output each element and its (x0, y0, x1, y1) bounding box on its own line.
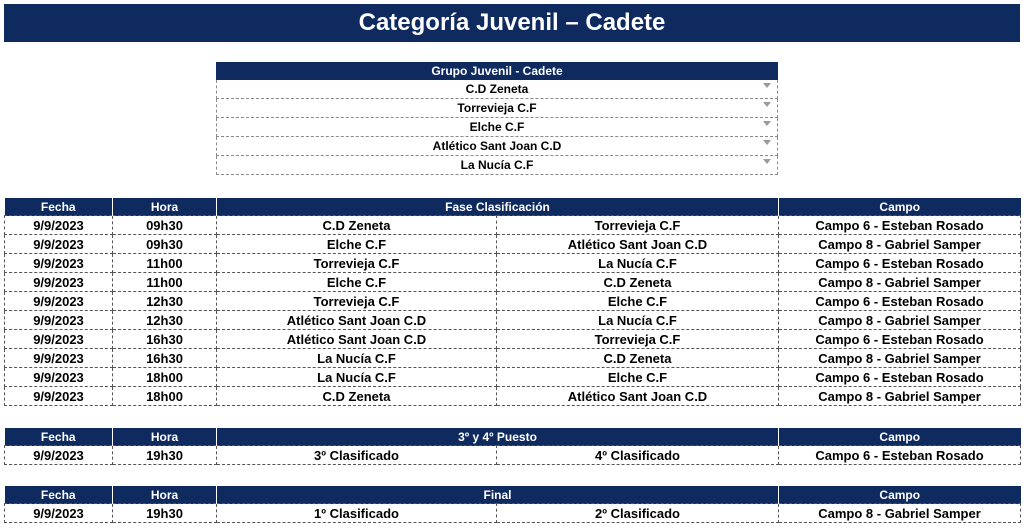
dropdown-arrow-icon[interactable] (763, 121, 771, 126)
cell-local[interactable]: C.D Zeneta (217, 387, 497, 406)
cell-local[interactable]: Elche C.F (217, 273, 497, 292)
clasificacion-table (4, 198, 1021, 406)
cell-campo[interactable]: Campo 6 - Esteban Rosado (779, 216, 1021, 235)
group-list (216, 62, 778, 175)
cell-hora[interactable]: 16h30 (113, 330, 217, 349)
header-fecha: Fecha (5, 428, 113, 446)
table-row (5, 330, 1021, 349)
cell-local[interactable]: C.D Zeneta (217, 216, 497, 235)
table-row (5, 387, 1021, 406)
cell-fecha[interactable]: 9/9/2023 (5, 254, 113, 273)
cell-hora[interactable]: 12h30 (113, 292, 217, 311)
cell-visitante[interactable]: La Nucía C.F (497, 254, 779, 273)
header-hora: Hora (113, 198, 217, 216)
cell-campo[interactable]: Campo 8 - Gabriel Samper (779, 387, 1021, 406)
team-name: Elche C.F (469, 120, 525, 134)
team-name: Atlético Sant Joan C.D (432, 139, 562, 153)
dropdown-arrow-icon[interactable] (763, 140, 771, 145)
cell-visitante[interactable]: Elche C.F (497, 368, 779, 387)
cell-campo[interactable]: Campo 6 - Esteban Rosado (779, 330, 1021, 349)
cell-fecha[interactable]: 9/9/2023 (5, 368, 113, 387)
cell-hora[interactable]: 19h30 (113, 446, 217, 465)
cell-fecha[interactable]: 9/9/2023 (5, 235, 113, 254)
table-row (5, 254, 1021, 273)
group-team-cell[interactable] (216, 156, 778, 175)
cell-local[interactable]: Elche C.F (217, 235, 497, 254)
cell-hora[interactable]: 19h30 (113, 504, 217, 523)
cell-hora[interactable]: 09h30 (113, 235, 217, 254)
cell-visitante[interactable]: 4º Clasificado (497, 446, 779, 465)
cell-hora[interactable]: 18h00 (113, 387, 217, 406)
cell-hora[interactable]: 16h30 (113, 349, 217, 368)
cell-local[interactable]: Atlético Sant Joan C.D (217, 330, 497, 349)
cell-local[interactable]: La Nucía C.F (217, 349, 497, 368)
cell-fecha[interactable]: 9/9/2023 (5, 292, 113, 311)
cell-campo[interactable]: Campo 6 - Esteban Rosado (779, 368, 1021, 387)
cell-local[interactable]: La Nucía C.F (217, 368, 497, 387)
team-name: C.D Zeneta (465, 82, 529, 96)
cell-fecha[interactable]: 9/9/2023 (5, 387, 113, 406)
tercer-puesto-table (4, 428, 1021, 465)
table-row (5, 311, 1021, 330)
cell-visitante[interactable]: C.D Zeneta (497, 349, 779, 368)
table-row (5, 273, 1021, 292)
cell-campo[interactable]: Campo 8 - Gabriel Samper (779, 311, 1021, 330)
dropdown-arrow-icon[interactable] (763, 159, 771, 164)
group-team-cell[interactable] (216, 118, 778, 137)
cell-campo[interactable]: Campo 6 - Esteban Rosado (779, 292, 1021, 311)
header-campo: Campo (779, 428, 1021, 446)
cell-fecha[interactable]: 9/9/2023 (5, 504, 113, 523)
table-row (5, 216, 1021, 235)
dropdown-arrow-icon[interactable] (763, 83, 771, 88)
cell-local[interactable]: 1º Clasificado (217, 504, 497, 523)
cell-visitante[interactable]: Atlético Sant Joan C.D (497, 387, 779, 406)
cell-visitante[interactable]: 2º Clasificado (497, 504, 779, 523)
cell-fecha[interactable]: 9/9/2023 (5, 349, 113, 368)
cell-hora[interactable]: 12h30 (113, 311, 217, 330)
cell-local[interactable]: Torrevieja C.F (217, 254, 497, 273)
cell-fecha[interactable]: 9/9/2023 (5, 446, 113, 465)
cell-local[interactable]: Atlético Sant Joan C.D (217, 311, 497, 330)
cell-fecha[interactable]: 9/9/2023 (5, 216, 113, 235)
cell-local[interactable]: Torrevieja C.F (217, 292, 497, 311)
cell-campo[interactable]: Campo 8 - Gabriel Samper (779, 235, 1021, 254)
cell-visitante[interactable]: Torrevieja C.F (497, 330, 779, 349)
cell-hora[interactable]: 18h00 (113, 368, 217, 387)
cell-visitante[interactable]: Torrevieja C.F (497, 216, 779, 235)
header-campo: Campo (779, 198, 1021, 216)
header-fase: Fase Clasificación (217, 198, 779, 216)
cell-fecha[interactable]: 9/9/2023 (5, 273, 113, 292)
cell-campo[interactable]: Campo 6 - Esteban Rosado (779, 446, 1021, 465)
table-row (5, 504, 1021, 523)
header-hora: Hora (113, 486, 217, 504)
page-title: Categoría Juvenil – Cadete (4, 4, 1020, 42)
cell-campo[interactable]: Campo 8 - Gabriel Samper (779, 349, 1021, 368)
header-campo: Campo (779, 486, 1021, 504)
cell-hora[interactable]: 09h30 (113, 216, 217, 235)
header-fecha: Fecha (5, 198, 113, 216)
team-name: Torrevieja C.F (457, 101, 537, 115)
cell-campo[interactable]: Campo 6 - Esteban Rosado (779, 254, 1021, 273)
group-team-cell[interactable] (216, 80, 778, 99)
group-team-cell[interactable] (216, 137, 778, 156)
header-fecha: Fecha (5, 486, 113, 504)
cell-visitante[interactable]: C.D Zeneta (497, 273, 779, 292)
cell-hora[interactable]: 11h00 (113, 273, 217, 292)
table-header-row (5, 198, 1021, 216)
table-row (5, 446, 1021, 465)
table-row (5, 292, 1021, 311)
group-header: Grupo Juvenil - Cadete (216, 62, 778, 80)
table-row (5, 368, 1021, 387)
cell-fecha[interactable]: 9/9/2023 (5, 311, 113, 330)
header-fase: 3º y 4º Puesto (217, 428, 779, 446)
cell-visitante[interactable]: Atlético Sant Joan C.D (497, 235, 779, 254)
cell-visitante[interactable]: La Nucía C.F (497, 311, 779, 330)
cell-hora[interactable]: 11h00 (113, 254, 217, 273)
table-header-row (5, 428, 1021, 446)
table-header-row (5, 486, 1021, 504)
cell-visitante[interactable]: Elche C.F (497, 292, 779, 311)
table-row (5, 349, 1021, 368)
group-team-cell[interactable] (216, 99, 778, 118)
cell-fecha[interactable]: 9/9/2023 (5, 330, 113, 349)
cell-campo[interactable]: Campo 8 - Gabriel Samper (779, 273, 1021, 292)
final-table (4, 486, 1021, 523)
team-name: La Nucía C.F (460, 158, 534, 172)
dropdown-arrow-icon[interactable] (763, 102, 771, 107)
cell-campo[interactable]: Campo 8 - Gabriel Samper (779, 504, 1021, 523)
header-hora: Hora (113, 428, 217, 446)
cell-local[interactable]: 3º Clasificado (217, 446, 497, 465)
table-row (5, 235, 1021, 254)
header-fase: Final (217, 486, 779, 504)
